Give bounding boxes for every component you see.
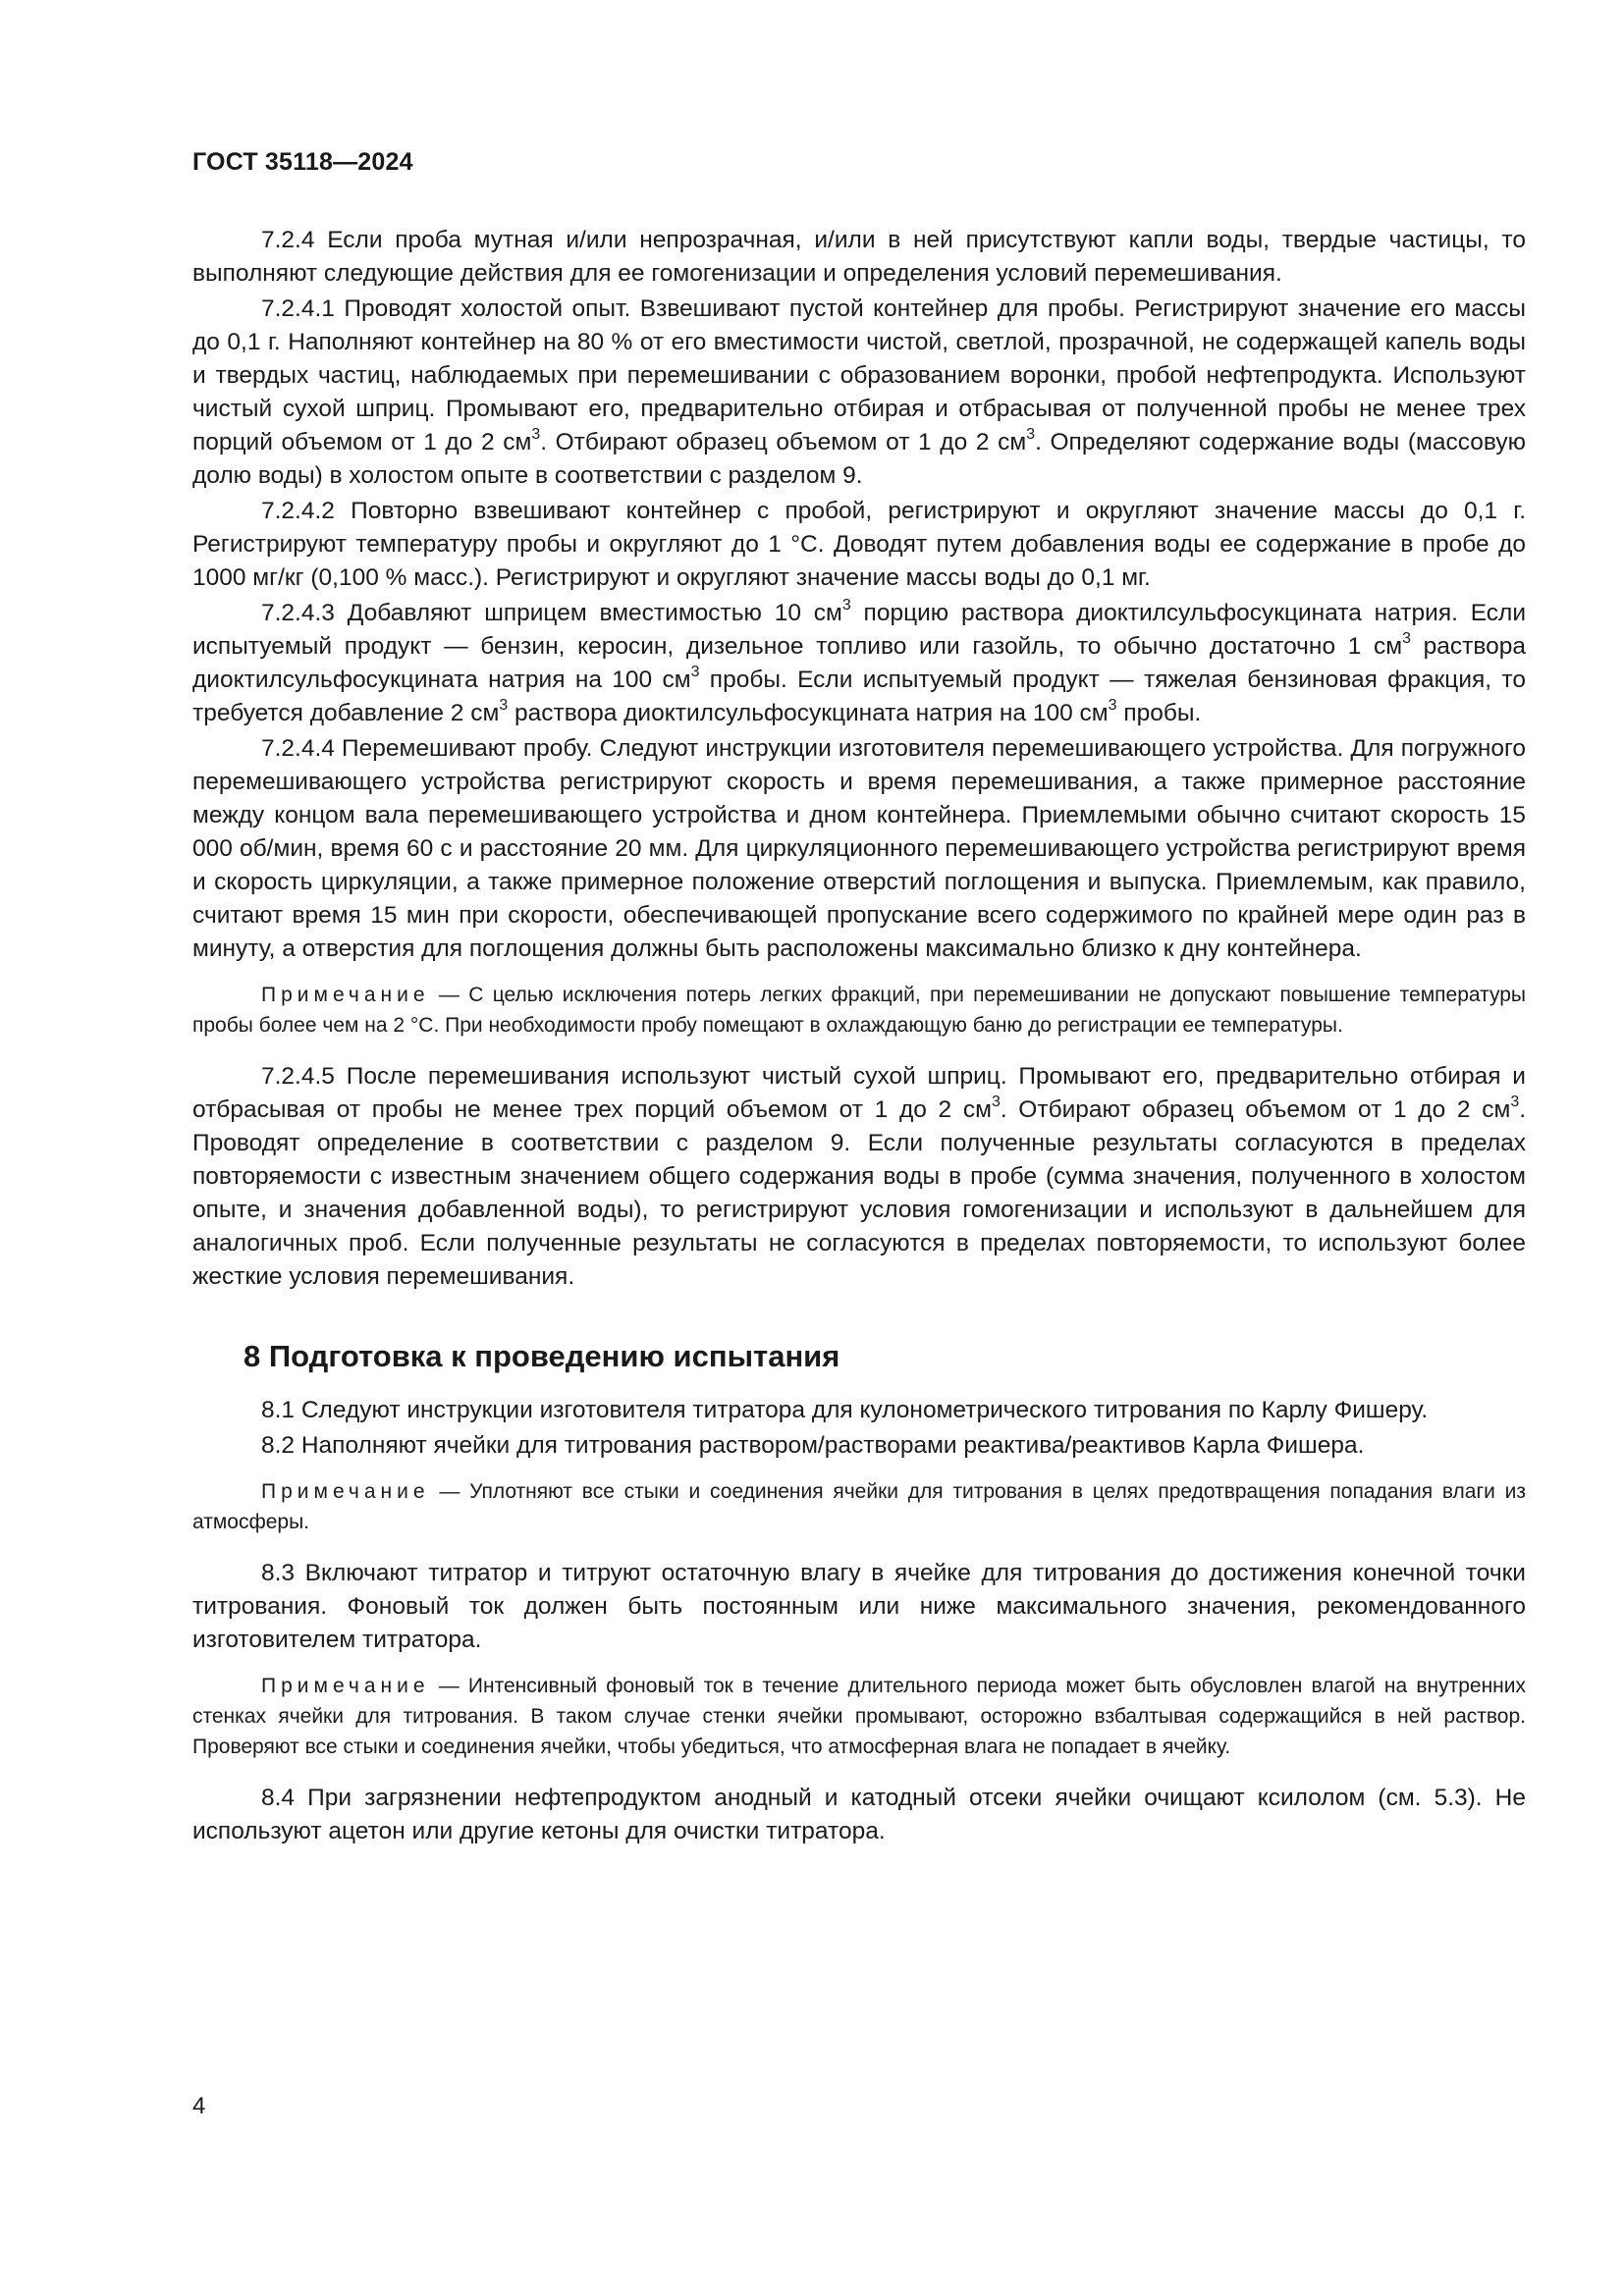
paragraph-8-4: 8.4 При загрязнении нефтепродуктом анодный и катодный отсеки ячейки очищают ксилолом (см. 5.3). Не используют ацетон или другие кетоны для очистки титратора. (192, 1785, 1526, 1844)
paragraph-8-1: 8.1 Следуют инструкции изготовителя титратора для кулонометрического титрования по Карлу Фишеру. (261, 1397, 1429, 1423)
note-text: — Интенсивный фоновый ток в течение длительного периода может быть обусловлен влагой на внутренних стенках ячейки для титрования. В таком случае стенки ячейки промывают, осторожно взбалтывая содержащийся в ней раствор. Проверяют все стыки и соединения ячейки, чтобы убедиться, что атмосферная влага не попадает в ячейку. (192, 1675, 1526, 1758)
document-body (192, 224, 1526, 1848)
paragraph-7-2-4-3: 7.2.4.3 Добавляют шприцем вместимостью 10 $см^3$ порцию раствора диоктилсульфосукцината натрия. Если испытуемый продукт — бензин, керосин, дизельное топливо или газойль, то обычно достаточно 1 $см^3$ раствора диоктилсульфосукцината натрия на 100 $см^3$ пробы. Если испытуемый продукт — тяжелая бензиновая фракция, то требуется добавление 2 $см^3$ раствора диоктилсульфосукцината натрия на 100 $см^3$ пробы. (192, 597, 1526, 726)
note-label: Примечание (261, 1675, 430, 1697)
note-1 (192, 980, 1526, 1041)
note-text: — С целью исключения потерь легких фракций, при перемешивании не допускают повышение температуры пробы более чем на 2 °С. При необходимости пробу помещают в охлаждающую баню до регистрации ее температуры. (192, 984, 1526, 1037)
note-label: Примечание (261, 984, 430, 1006)
section-heading-8: 8 Подготовка к проведению испытания (244, 1339, 840, 1373)
paragraph-7-2-4-2: 7.2.4.2 Повторно взвешивают контейнер с пробой, регистрируют и округляют значение массы до 0,1 г. Регистрируют температуру пробы и округляют до 1 °С. Доводят путем добавления воды ее содержание в пробе до 1000 мг/кг (0,100 % масс.). Регистрируют и округляют значение массы воды до 0,1 мг. (192, 498, 1526, 591)
note-label: Примечание (261, 1480, 430, 1503)
note-text: — Уплотняют все стыки и соединения ячейки для титрования в целях предотвращения попадания влаги из атмосферы. (192, 1480, 1526, 1533)
paragraph-7-2-4-1: 7.2.4.1 Проводят холостой опыт. Взвешивают пустой контейнер для пробы. Регистрируют значение его массы до 0,1 г. Наполняют контейнер на 80 % от его вместимости чистой, светлой, прозрачной, не содержащей капель воды и твердых частиц, наблюдаемых при перемешивании с образованием воронки, пробой нефтепродукта. Используют чистый сухой шприц. Промывают его, предварительно отбирая и отбрасывая от полученной пробы не менее трех порций объемом от 1 до 2 $см^3$. Отбирают образец объемом от 1 до 2 $см^3$. Определяют содержание воды (массовую долю воды) в холостом опыте в соответствии с разделом 9. (192, 295, 1526, 489)
document-header: ГОСТ 35118—2024 (192, 148, 413, 176)
page-number: 4 (192, 2093, 206, 2119)
paragraph-7-2-4-4: 7.2.4.4 Перемешивают пробу. Следуют инструкции изготовителя перемешивающего устройства. Для погружного перемешивающего устройства регистрируют скорость и время перемешивания, а также примерное расстояние между концом вала перемешивающего устройства и дном контейнера. Приемлемыми обычно считают скорость 15 000 об/мин, время 60 с и расстояние 20 мм. Для циркуляционного перемешивающего устройства регистрируют время и скорость циркуляции, а также примерное положение отверстий поглощения и выпуска. Приемлемым, как правило, считают время 15 мин при скорости, обеспечивающей пропускание всего содержимого по крайней мере один раз в минуту, а отверстия для поглощения должны быть расположены максимально близко к дну контейнера. (192, 735, 1526, 962)
paragraph-8-2: 8.2 Наполняют ячейки для титрования раствором/растворами реактива/реактивов Карла Фишера. (261, 1432, 1365, 1459)
note-3 (192, 1671, 1526, 1762)
paragraph-7-2-4: 7.2.4 Если проба мутная и/или непрозрачная, и/или в ней присутствуют капли воды, твердые частицы, то выполняют следующие действия для ее гомогенизации и определения условий перемешивания. (192, 227, 1526, 287)
note-2 (192, 1476, 1526, 1537)
paragraph-8-3: 8.3 Включают титратор и титруют остаточную влагу в ячейке для титрования до достижения конечной точки титрования. Фоновый ток должен быть постоянным или ниже максимального значения, рекомендованного изготовителем титратора. (192, 1560, 1526, 1653)
paragraph-7-2-4-5: 7.2.4.5 После перемешивания используют чистый сухой шприц. Промывают его, предварительно отбирая и отбрасывая от пробы не менее трех порций объемом от 1 до 2 $см^3$. Отбирают образец объемом от 1 до 2 $см^3$. Проводят определение в соответствии с разделом 9. Если полученные результаты согласуются в пределах повторяемости с известным значением общего содержания воды в пробе (сумма значения, полученного в холостом опыте, и значения добавленной воды), то регистрируют условия гомогенизации и используют в дальнейшем для аналогичных проб. Если полученные результаты не согласуются в пределах повторяемости, то используют более жесткие условия перемешивания. (192, 1063, 1526, 1290)
